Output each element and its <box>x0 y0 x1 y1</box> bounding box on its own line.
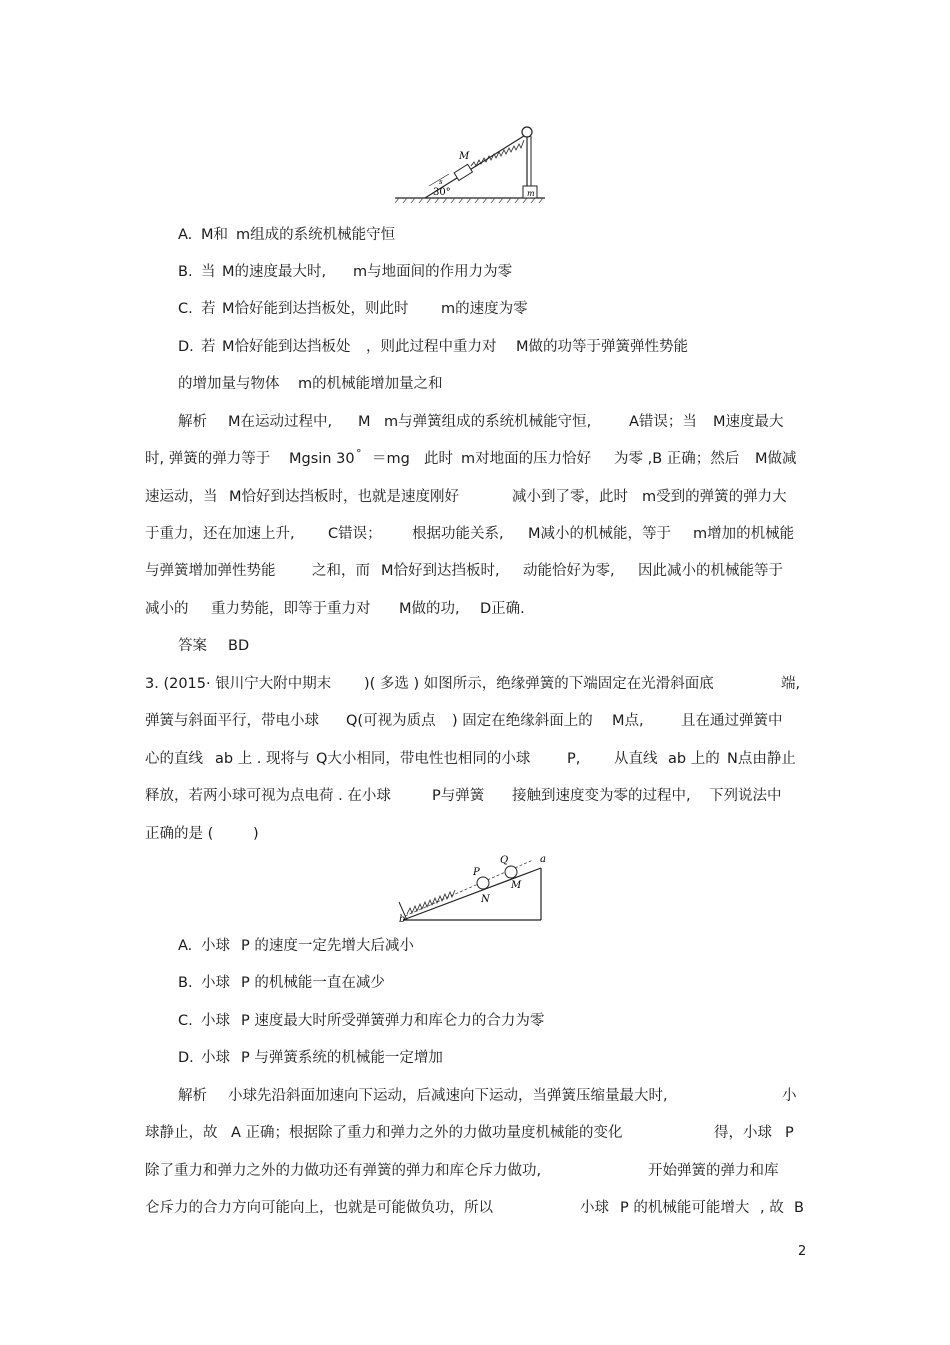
answer-value: BD <box>228 638 250 654</box>
option-text: m的速度为零 <box>441 301 528 317</box>
q3-option-c: C. 小球 P 速度最大时所受弹簧弹力和库仑力的合力为零 <box>0 1009 950 1033</box>
q3-analysis-line-3: 除了重力和弹力之外的力做功还有弹簧的弹力和库仑斥力做功, 开始弹簧的弹力和库 <box>145 1163 779 1179</box>
option-letter: D. <box>178 339 194 355</box>
option-text: 当 <box>201 264 216 280</box>
option-text: M的速度最大时, <box>222 264 327 280</box>
q2-answer <box>0 634 950 658</box>
q2-analysis-line-4: 于重力，还在加速上升, C错误； 根据功能关系, M减小的机械能，等于 m增加的机械能 <box>145 526 795 542</box>
option-letter: A. <box>178 938 193 954</box>
option-text: m组成的系统机械能守恒 <box>236 227 396 243</box>
q3-option-d: D. 小球 P 与弹簧系统的机械能一定增加 <box>0 1046 950 1070</box>
q3-stem-line-4: 释放，若两小球可视为点电荷 . 在小球 P与弹簧 接触到速度变为零的过程中, 下列说法中 <box>145 788 782 804</box>
figure2-label-N: N <box>481 894 490 905</box>
analysis-label: 解析 <box>178 1088 207 1104</box>
figure1-label-s: s <box>439 178 443 186</box>
page-number: 2 <box>798 1244 807 1259</box>
q2-analysis-line-5: 与弹簧增加弹性势能 之和，而 M恰好到达挡板时, 动能恰好为零, 因此减小的机械能等于 <box>145 563 783 579</box>
q2-option-d-continued <box>0 372 950 396</box>
figure2-label-a: a <box>540 854 546 865</box>
option-text: m与地面间的作用力为零 <box>353 264 513 280</box>
q2-option-c <box>0 297 950 321</box>
option-letter: C. <box>178 301 193 317</box>
figure2-label-b: b <box>399 914 406 925</box>
q2-analysis-line-3: 速运动，当 M恰好到达挡板时，也就是速度刚好 减小到了零，此时 m受到的弹簧的弹力大 <box>145 489 787 505</box>
option-text: 若 <box>201 301 216 317</box>
q3-stem-line-5: 正确的是 ( ) <box>145 826 259 842</box>
option-letter: B. <box>178 264 193 280</box>
figure2-label-P: P <box>473 867 480 878</box>
analysis-label: 解析 <box>178 414 207 430</box>
q2-option-a <box>0 223 950 247</box>
q3-stem-line-2: 弹簧与斜面平行，带电小球 Q(可视为质点 ) 固定在绝缘斜面上的 M点, 且在通过弹簧中 <box>145 713 783 729</box>
option-text: M恰好能到达挡板处，则此时 <box>222 301 409 317</box>
q3-analysis-line-4: 仑斥力的合力方向可能向上，也就是可能做负功，所以 小球 P 的机械能可能增大 , 故 B <box>145 1200 804 1216</box>
option-text: M和 <box>201 227 229 243</box>
option-text: ，则此过程中重力对 <box>366 339 497 355</box>
q2-option-b <box>0 260 950 284</box>
q3-stem-line-1: 3. (2015· 银川宁大附中期末 )( 多选 ) 如图所示，绝缘弹簧的下端固定在光滑斜面底 端, <box>0 672 950 696</box>
q3-analysis-line-1: 解析 小球先沿斜面加速向下运动，后减速向下运动，当弹簧压缩量最大时, 小 <box>0 1084 950 1108</box>
q2-analysis-line-6: 减小的 重力势能，即等于重力对 M做的功, D正确. <box>145 601 525 617</box>
figure2-label-Q: Q <box>500 855 509 866</box>
option-text: 的增加量与物体 <box>178 376 280 392</box>
figure-incline-charged-balls <box>393 850 553 925</box>
figure1-label-angle: 30° <box>433 187 451 198</box>
q3-option-a: A. 小球 P 的速度一定先增大后减小 <box>0 934 950 958</box>
option-letter: A. <box>178 227 193 243</box>
figure-incline-spring-pulley <box>395 120 555 205</box>
option-text: 若 <box>201 339 216 355</box>
q2-analysis-line-1: 解析 M在运动过程中, M m与弹簧组成的系统机械能守恒, A错误；当 M速度最大 <box>0 410 950 434</box>
option-text: M做的功等于弹簧弹性势能 <box>516 339 689 355</box>
figure1-label-M: M <box>459 151 470 162</box>
q2-analysis-line-2: 时, 弹簧的弹力等于 Mgsin 30 ° ＝mg 此时 m对地面的压力恰好 为零 ,B 正确；然后 M做减 <box>145 447 797 467</box>
q3-stem-line-3: 心的直线 ab 上 . 现将与 Q大小相同，带电性也相同的小球 P, 从直线 ab 上的 N点由静止 <box>145 751 796 767</box>
option-letter: C. <box>178 1013 193 1029</box>
option-letter: B. <box>178 975 193 991</box>
option-letter: D. <box>178 1050 194 1066</box>
q3-option-b: B. 小球 P 的机械能一直在减少 <box>0 971 950 995</box>
answer-label: 答案 <box>178 638 207 654</box>
figure2-label-M: M <box>511 880 522 891</box>
q2-option-d <box>0 335 950 359</box>
option-text: M恰好能到达挡板处 <box>222 339 351 355</box>
q3-analysis-line-2: 球静止，故 A 正确；根据除了重力和弹力之外的力做功量度机械能的变化 得，小球 P <box>145 1125 794 1141</box>
figure1-label-m: m <box>527 189 535 198</box>
option-text: m的机械能增加量之和 <box>298 376 443 392</box>
question-number: 3. (2015· 银川宁大附中期末 <box>145 676 332 692</box>
